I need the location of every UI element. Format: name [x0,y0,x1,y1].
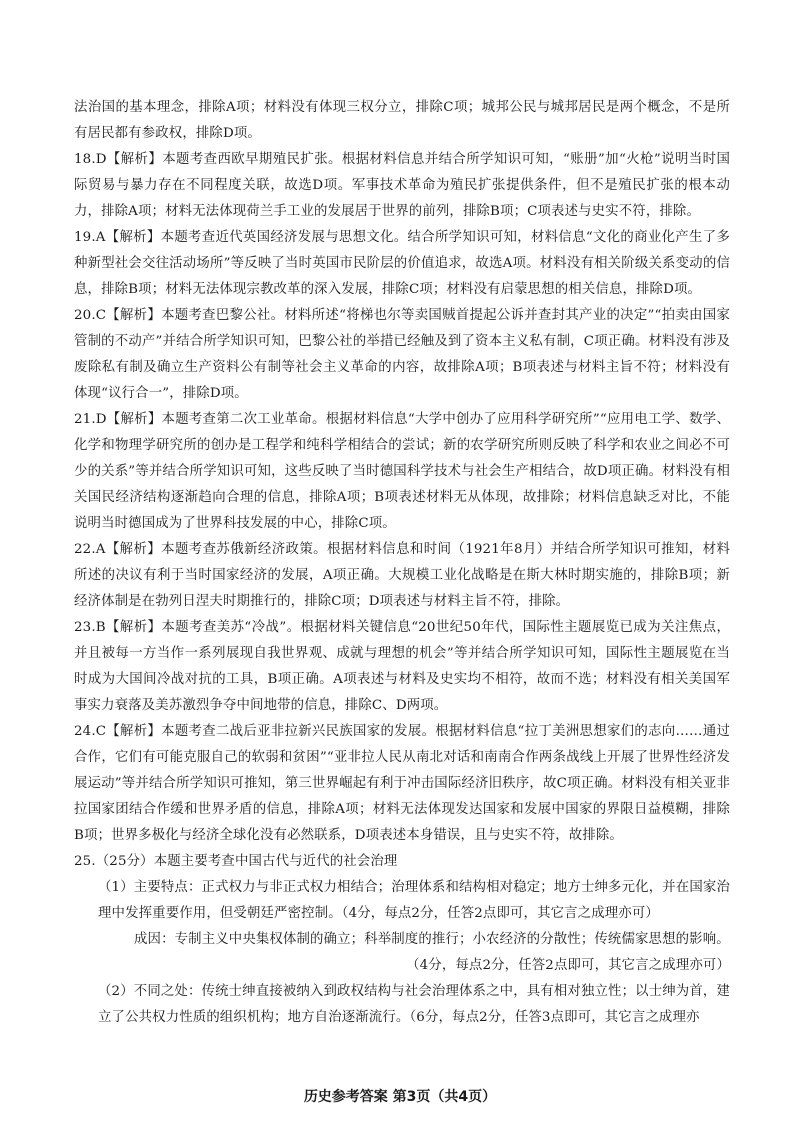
answer-20: 20.C【解析】本题考查巴黎公社。材料所述“将梯也尔等卖国贼首提起公诉并查封其产业的决定”“拍卖由国家管制的不动产”并结合所学知识可知，巴黎公社的举措已经触及到了资本主义私有制，C项正确。材料没有涉及废除私有制及确立生产资料公有制等社会主义革命的内容，故排除A项；B项表述与材料主旨不符；材料没有体现“议行合一”，排除D项。 [74,308,730,401]
answer-19: 19.A【解析】本题考查近代英国经济发展与思想文化。结合所学知识可知，材料信息“文化的商业化产生了多种新型社会交往活动场所”等反映了当时英国市民阶层的价值追求，故选A项。材料没有相关阶级关系变动的信息，排除B项；材料无法体现宗教改革的深入发展，排除C项；材料没有启蒙思想的相关信息，排除D项。 [74,230,730,297]
page-footer: 历史参考答案 第3页（共4页） [303,1089,497,1105]
question-25-heading: 25.（25分）本题主要考查中国古代与近代的社会治理 [74,854,398,869]
answer-21: 21.D【解析】本题考查第二次工业革命。根据材料信息“大学中创办了应用科学研究所”“应用电工学、数学、化学和物理学研究所的创办是工程学和纯科学相结合的尝试；新的农学研究所则反映了科学和农业之间必不可少的关系”等并结合所学知识可知，这些反映了当时德国科学技术与社会生产相结合，故D项正确。材料没有相关国民经济结构逐渐趋向合理的信息，排除A项；B项表述材料无从体现，故排除；材料信息缺乏对比，不能说明当时德国成为了世界科技发展的中心，排除C项。 [74,412,730,531]
answer-25-part-1: （1）主要特点：正式权力与非正式权力相结合；治理体系和结构相对稳定；地方士绅多元化，并在国家治理中发挥重要作用，但受朝廷严密控制。（4分，每点2分，任答2点即可，其它言之成理亦可） [98,880,730,921]
answer-22: 22.A【解析】本题考查苏俄新经济政策。根据材料信息和时间（1921年8月）并结合所学知识可推知，材料所述的决议有利于当时国家经济的发展，A项正确。大规模工业化战略是在斯大林时期实施的，排除B项；新经济体制是在勃列日涅夫时期推行的，排除C项；D项表述与材料主旨不符，排除。 [74,542,730,609]
paragraph-continued: 法治国的基本理念，排除A项；材料没有体现三权分立，排除C项；城邦公民与城邦居民是两个概念，不是所有居民都有参政权，排除D项。 [74,100,730,141]
answer-18: 18.D【解析】本题考查西欧早期殖民扩张。根据材料信息并结合所学知识可知，“账册”加“火枪”说明当时国际贸易与暴力存在不同程度关联，故选D项。军事技术革命为殖民扩张提供条件，但不是殖民扩张的根本动力，排除A项；材料无法体现荷兰手工业的发展居于世界的前列，排除B项；C项表述与史实不符，排除。 [74,152,730,219]
answer-25-part-2: （2）不同之处：传统士绅直接被纳入到政权结构与社会治理体系之中，具有相对独立性；以士绅为首，建立了公共权力性质的组织机构；地方自治逐渐流行。（6分，每点2分，任答3点即可，其它言之成理亦 [98,984,730,1025]
answer-25-part-1-reasons: 成因：专制主义中央集权体制的确立；科举制度的推行；小农经济的分散性；传统儒家思想的影响。 [134,932,730,947]
answer-content [74,95,730,1031]
answer-23: 23.B【解析】本题考查美苏“冷战”。根据材料关键信息“20世纪50年代，国际性主题展览已成为关注焦点，并且被每一方当作一系列展现自我世界观、成就与理想的机会”等并结合所学知识可知，国际性主题展览在当时成为大国间冷战对抗的工具，B项正确。A项表述与材料及史实均不相符，故而不选；材料没有相关美国军事实力衰落及美苏激烈争夺中间地带的信息，排除C、D两项。 [74,620,730,713]
answer-24: 24.C【解析】本题考查二战后亚非拉新兴民族国家的发展。根据材料信息“拉丁美洲思想家们的志向……通过合作，它们有可能克服自己的软弱和贫困”“亚非拉人民从南北对话和南南合作两条战线上开展了世界性经济发展运动”等并结合所学知识可推知，第三世界崛起有利于冲击国际经济旧秩序，故C项正确。材料没有相关亚非拉国家团结合作缓和世界矛盾的信息，排除A项；材料无法体现发达国家和发展中国家的界限日益模糊，排除B项；世界多极化与经济全球化没有必然联系，D项表述本身错误，且与史实不符，故排除。 [74,724,730,843]
answer-25-part-1-score: （4分，每点2分，任答2点即可，其它言之成理亦可） [406,958,730,973]
